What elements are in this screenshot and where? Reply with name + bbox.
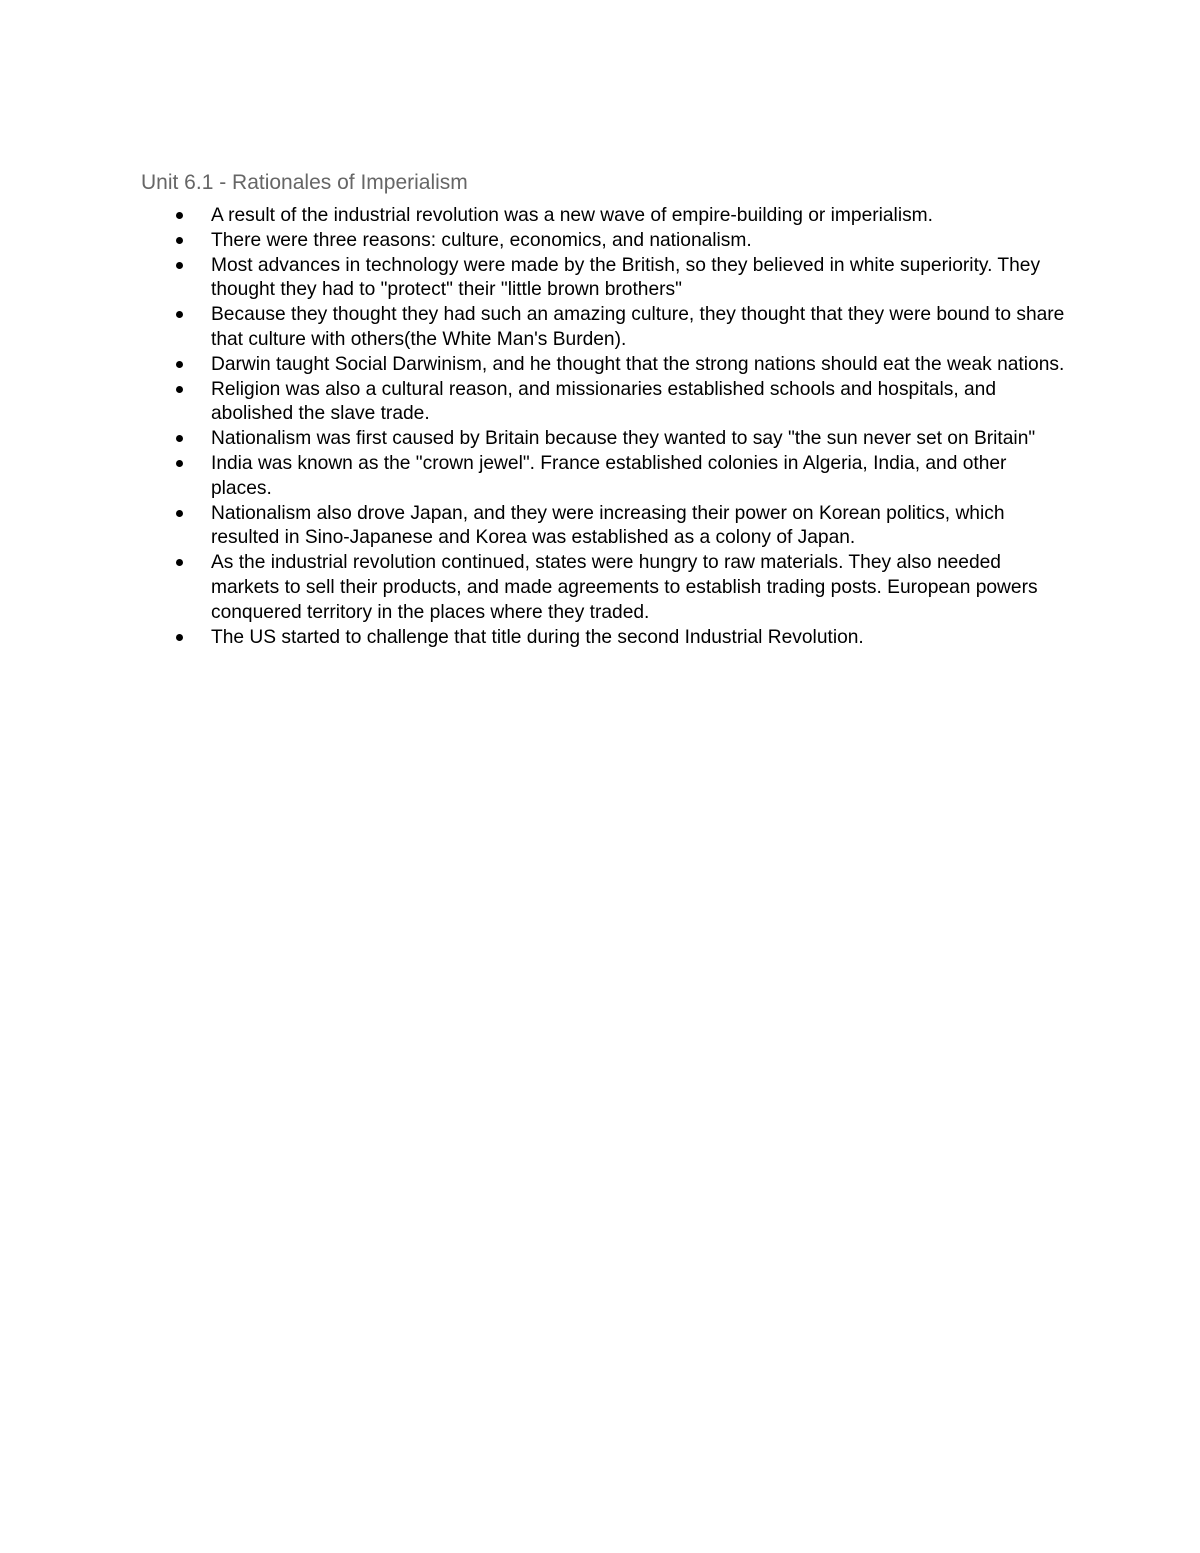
list-item-text: Darwin taught Social Darwinism, and he thought that the strong nations should eat the weak nations. (211, 353, 1065, 375)
list-item (0, 502, 1071, 552)
list-item (0, 204, 1071, 229)
document-title: Unit 6.1 - Rationales of Imperialism (141, 171, 468, 194)
list-item-text: Nationalism also drove Japan, and they were increasing their power on Korean politics, which resulted in Sino-Japanese and Korea was established as a colony of Japan. (211, 502, 1005, 549)
bullet-icon (176, 435, 183, 442)
bullet-icon (176, 212, 183, 219)
list-item-text: Nationalism was first caused by Britain because they wanted to say "the sun never set on Britain" (211, 428, 1036, 450)
bullet-list (0, 204, 1200, 650)
list-item-text: There were three reasons: culture, economics, and nationalism. (211, 229, 752, 251)
bullet-icon (176, 559, 183, 566)
list-item-text: India was known as the "crown jewel". France established colonies in Algeria, India, and other places. (211, 452, 1007, 499)
list-item-text: The US started to challenge that title during the second Industrial Revolution. (211, 626, 864, 648)
bullet-icon (176, 510, 183, 517)
list-item-text: Most advances in technology were made by the British, so they believed in white superiority. They thought they had to "protect" their "little brown brothers" (211, 254, 1041, 301)
bullet-icon (176, 386, 183, 393)
list-item (0, 427, 1071, 452)
bullet-icon (176, 460, 183, 467)
list-item (0, 378, 1071, 428)
bullet-icon (176, 361, 183, 368)
list-item (0, 626, 1071, 651)
list-item (0, 229, 1071, 254)
list-item (0, 452, 1071, 502)
bullet-icon (176, 634, 183, 641)
list-item-text: As the industrial revolution continued, states were hungry to raw materials. They also needed markets to sell their products, and made agreements to establish trading posts. European powers conquered territory in the places where they traded. (211, 552, 1038, 623)
bullet-icon (176, 311, 183, 318)
list-item (0, 353, 1071, 378)
list-item (0, 254, 1071, 304)
bullet-icon (176, 262, 183, 269)
list-item-text: A result of the industrial revolution was a new wave of empire-building or imperialism. (211, 205, 933, 226)
list-item (0, 303, 1071, 353)
list-item (0, 551, 1071, 625)
list-item-text: Religion was also a cultural reason, and missionaries established schools and hospitals, and abolished the slave trade. (211, 378, 997, 425)
bullet-icon (176, 237, 183, 244)
list-item-text: Because they thought they had such an amazing culture, they thought that they were bound to share that culture with others(the White Man's Burden). (211, 304, 1065, 350)
